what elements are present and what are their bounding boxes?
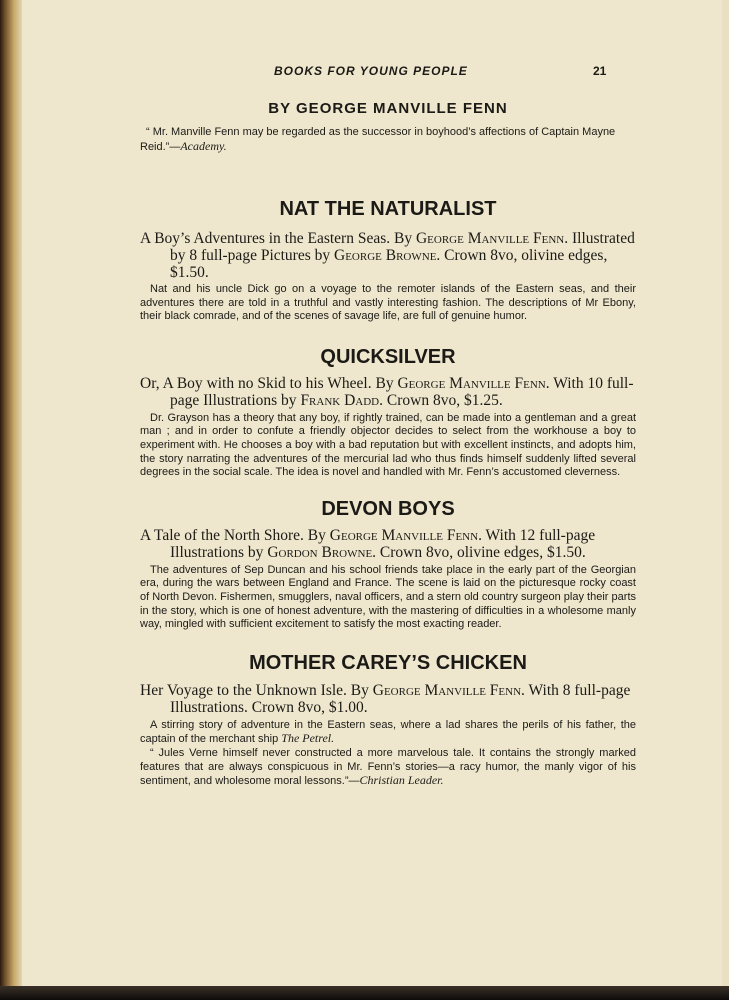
book-illustration-note: . With 10 full-page Illustrations by <box>170 374 634 409</box>
book-entry <box>140 198 636 324</box>
book-description: Nat and his uncle Dick go on a voyage to the remoter islands of the Eastern seas, and their adventures there are told in a truthful and vastly interesting fashion. The descriptions of Mr Ebony, their black comrade, and of the scenes of savage life, are full of genuine humor. <box>140 283 636 323</box>
book-illustrator: Gordon Browne <box>267 543 373 561</box>
review-quote <box>140 747 636 789</box>
book-gutter <box>0 0 22 1000</box>
running-head <box>22 64 722 80</box>
book-title: NAT THE NATURALIST <box>279 198 497 220</box>
book-illustrator: Frank Dadd <box>300 391 380 409</box>
book-page <box>22 0 722 988</box>
book-subtitle: A Tale of the North Shore. By <box>140 526 330 544</box>
author-quote <box>140 125 636 154</box>
book-author: George Manville Fenn <box>372 681 522 699</box>
book-entry <box>140 346 636 480</box>
page-number: 21 <box>593 64 607 78</box>
book-description: Dr. Grayson has a theory that any boy, if rightly trained, can be made into a gentleman and a great man ; and in order to confute a friendly objector decides to select from the workhouse a boy to experiment with. He chooses a boy with a bad reputation but with excellent instincts, and adopts him, the story narrating the adventures of the mercurial lad who thus finds himself suddenly lifted several degrees in the social scale. The idea is novel and handled with Mr. Fenn’s accustomed cleverness. <box>140 411 636 479</box>
book-title: QUICKSILVER <box>320 345 456 368</box>
running-head-title: BOOKS FOR YOUNG PEOPLE <box>274 64 468 78</box>
author-heading: BY GEORGE MANVILLE FENN <box>268 100 508 117</box>
author-quote-text: “ Mr. Manville Fenn may be regarded as the successor in boyhood’s affections of Captain Mayne Reid.”— <box>140 126 616 153</box>
book-illustrator: George Browne <box>334 247 437 264</box>
book-details <box>140 682 636 716</box>
author-quote-source: Academy. <box>180 139 227 153</box>
book-author: George Manville Fenn <box>415 230 565 247</box>
book-title: DEVON BOYS <box>321 497 455 520</box>
book-details <box>140 527 636 561</box>
book-subtitle: Her Voyage to the Unknown Isle. By <box>140 681 373 699</box>
book-entry <box>140 498 636 632</box>
review-quote-source: Christian Leader. <box>359 773 444 788</box>
review-quote-text: “ Jules Verne himself never constructed a more marvelous tale. It contains the strongly marked features that are always conspicuous in Mr. Fenn’s stories—a racy humor, the manly vigor of his sentiment, and wholesome moral lessons.”— <box>140 746 636 788</box>
book-title: MOTHER CAREY’S CHICKEN <box>249 651 527 674</box>
book-subtitle: Or, A Boy with no Skid to his Wheel. By <box>140 374 398 392</box>
book-price-note: . Crown 8vo, olivine edges, $1.50. <box>372 543 586 561</box>
ship-name: The Petrel. <box>281 731 335 746</box>
book-illustration-note: . With 12 full-page Illustrations by <box>170 526 596 561</box>
book-price-note: . Crown 8vo, olivine edges, $1.50. <box>170 247 608 281</box>
book-details <box>140 375 636 409</box>
book-subtitle: A Boy’s Adventures in the Eastern Seas. By <box>140 230 416 247</box>
page-bottom-edge <box>0 986 729 1000</box>
book-illustration-note: . Illustrated by 8 full-page Pictures by <box>170 230 635 264</box>
page-content <box>140 100 636 789</box>
book-author: George Manville Fenn <box>397 374 546 392</box>
book-description <box>140 719 636 747</box>
book-entry <box>140 652 636 789</box>
book-details <box>140 230 636 281</box>
book-description-text: A stirring story of adventure in the Eastern seas, where a lad shares the perils of his father, the captain of the merchant ship <box>140 718 636 746</box>
book-author: George Manville Fenn <box>329 526 479 544</box>
book-description: The adventures of Sep Duncan and his school friends take place in the early part of the Georgian era, during the wars between England and France. The scene is laid on the picturesque rocky coast of North Devon. Fishermen, smugglers, naval officers, and a stern old country surgeon play their parts in the story, which is one of honest adventure, with the mastering of difficulties in a wholesome manly way, mingled with sufficient excitement to satisfy the most exacting reader. <box>140 563 636 631</box>
book-price-note: . With 8 full-page Illustrations. Crown 8vo, $1.00. <box>170 681 631 716</box>
book-price-note: . Crown 8vo, $1.25. <box>379 391 503 409</box>
